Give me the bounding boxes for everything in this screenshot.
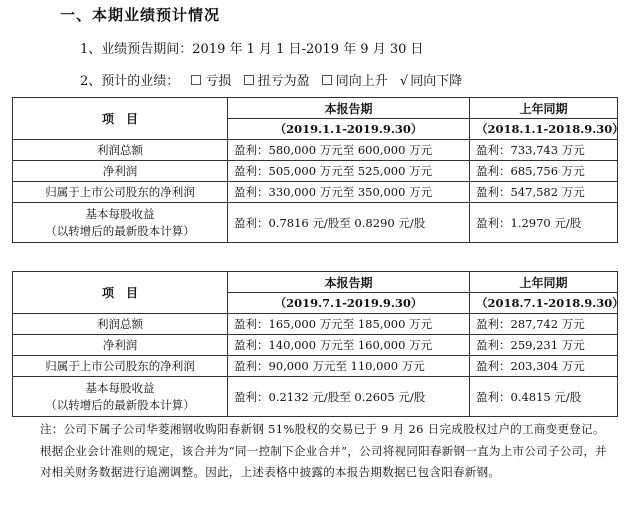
current-period-range: （2019.7.1-2019.9.30） xyxy=(228,293,470,314)
ytd-results-table xyxy=(12,97,624,243)
table-row: 归属于上市公司股东的净利润 盈利：330,000 万元至 350,000 万元 盈利：547,582 万元 xyxy=(13,182,618,203)
prior-period-header: 上年同期 xyxy=(470,272,618,293)
table-row: 基本每股收益 （以转增后的最新股本计算） 盈利：0.7816 元/股至 0.8290 元/股 盈利：1.2970 元/股 xyxy=(13,203,618,243)
forecast-period-value: 2019 年 1 月 1 日-2019 年 9 月 30 日 xyxy=(192,42,424,57)
check-mark-icon: √ xyxy=(399,74,409,89)
forecast-type-label: 2、预计的业绩： xyxy=(80,74,180,89)
table-row: 净利润 盈利：140,000 万元至 160,000 万元 盈利：259,231 万元 xyxy=(13,335,618,356)
q3-results-table xyxy=(12,271,624,417)
forecast-period-label: 1、业绩预告期间： xyxy=(80,42,193,57)
table-row: 利润总额 盈利：580,000 万元至 600,000 万元 盈利：733,743 万元 xyxy=(13,140,618,161)
item-header: 项 目 xyxy=(13,272,228,314)
table-row: 利润总额 盈利：165,000 万元至 185,000 万元 盈利：287,742 万元 xyxy=(13,314,618,335)
option-increase: 同向上升 xyxy=(322,74,388,89)
option-loss: 亏损 xyxy=(191,74,231,89)
table-row: 基本每股收益 （以转增后的最新股本计算） 盈利：0.2132 元/股至 0.2605 元/股 盈利：0.4815 元/股 xyxy=(13,377,618,417)
prior-period-range: （2018.7.1-2018.9.30） xyxy=(470,293,618,314)
table-row: 净利润 盈利：505,000 万元至 525,000 万元 盈利：685,756 万元 xyxy=(13,161,618,182)
current-period-header: 本报告期 xyxy=(228,98,470,119)
section-title: 一、本期业绩预计情况 xyxy=(60,6,221,24)
prior-period-range: （2018.1.1-2018.9.30） xyxy=(470,119,618,140)
unchecked-box-icon xyxy=(322,75,332,85)
unchecked-box-icon xyxy=(191,75,201,85)
current-period-header: 本报告期 xyxy=(228,272,470,293)
option-turnaround: 扭亏为盈 xyxy=(244,74,310,89)
forecast-period-line xyxy=(80,38,424,57)
prior-period-header: 上年同期 xyxy=(470,98,618,119)
current-period-range: （2019.1.1-2019.9.30） xyxy=(228,119,470,140)
unchecked-box-icon xyxy=(244,75,254,85)
option-decrease: √ 同向下降 xyxy=(399,74,463,89)
footnote: 注：公司下属子公司华菱湘钢收购阳春新钢 51%股权的交易已于 9 月 26 日完成股权过户的工商变更登记。根据企业会计准则的规定，该合并为“同一控制下企业合并”，公司将视同阳春新钢一直为上市公司子公司，并对相关财务数据进行追溯调整。因此，上述表格中披露的本报告期数据已包含阳春新钢。 xyxy=(40,422,607,479)
table-row: 归属于上市公司股东的净利润 盈利：90,000 万元至 110,000 万元 盈利：203,304 万元 xyxy=(13,356,618,377)
item-header: 项 目 xyxy=(13,98,228,140)
forecast-type-line xyxy=(80,70,462,89)
